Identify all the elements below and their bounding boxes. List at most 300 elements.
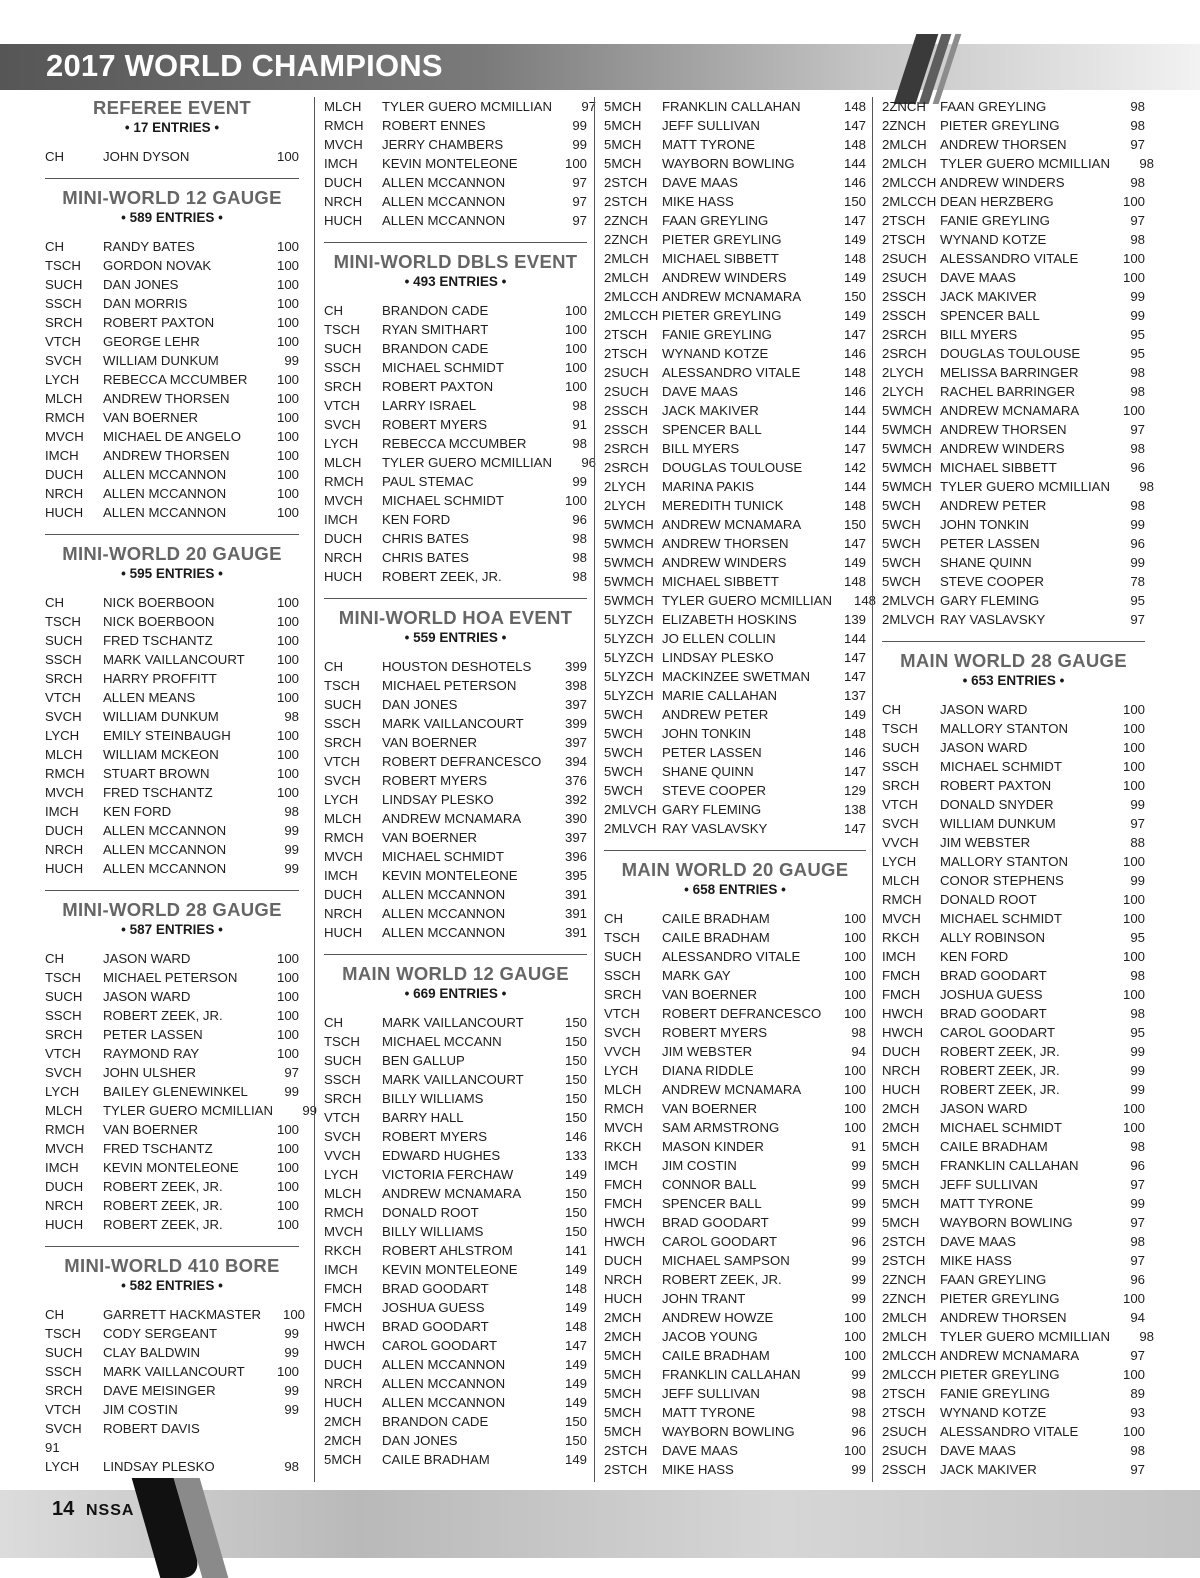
result-row (604, 743, 866, 762)
result-row (45, 1196, 299, 1215)
score-value: 100 (843, 949, 866, 964)
shooter-name: GARRETT HACKMASTER (103, 1307, 262, 1322)
shooter-name: FRED TSCHANTZ (103, 1141, 213, 1156)
result-row (324, 529, 587, 548)
result-row (45, 275, 299, 294)
result-row (604, 1080, 866, 1099)
shooter-name: ANDREW MCNAMARA (662, 1082, 802, 1097)
result-row (882, 1118, 1145, 1137)
class-code: 5LYZCH (604, 612, 654, 627)
shooter-name: JEFF SULLIVAN (662, 1386, 760, 1401)
score-value: 394 (564, 754, 587, 769)
result-row (604, 572, 866, 591)
class-code: HUCH (45, 505, 84, 520)
score-value: 147 (843, 650, 866, 665)
score-value: 147 (843, 213, 866, 228)
result-row (324, 1108, 587, 1127)
score-value: 149 (564, 1395, 587, 1410)
score-value: 100 (843, 968, 866, 983)
result-row (604, 1441, 866, 1460)
event-title: MINI-WORLD 28 GAUGE (62, 899, 282, 920)
shooter-name: CAROL GOODART (382, 1338, 498, 1353)
result-row (882, 814, 1145, 833)
shooter-name: ROBERT PAXTON (103, 315, 215, 330)
shooter-name: LINDSAY PLESKO (662, 650, 774, 665)
shooter-name: ROBERT AHLSTROM (382, 1243, 513, 1258)
result-row (45, 1006, 299, 1025)
class-code: SVCH (45, 709, 82, 724)
result-row (324, 1393, 587, 1412)
result-row (324, 1336, 587, 1355)
shooter-name: ANDREW WINDERS (662, 555, 787, 570)
shooter-name: ROBERT PAXTON (940, 778, 1052, 793)
class-code: SRCH (45, 1383, 83, 1398)
score-value: 149 (843, 308, 866, 323)
result-row (882, 268, 1145, 287)
score-value: 148 (843, 137, 866, 152)
shooter-name: RYAN SMITHART (382, 322, 489, 337)
result-row (882, 97, 1145, 116)
score-value: 95 (1130, 930, 1145, 945)
result-row (882, 1251, 1145, 1270)
score-value: 97 (572, 213, 587, 228)
result-row (604, 1289, 866, 1308)
score-value: 100 (276, 747, 299, 762)
score-value: 100 (283, 1307, 306, 1322)
score-value: 99 (284, 1402, 299, 1417)
shooter-name: BARRY HALL (382, 1110, 464, 1125)
score-value: 100 (843, 1348, 866, 1363)
shooter-name: MIKE HASS (662, 1462, 734, 1477)
result-row (882, 757, 1145, 776)
shooter-name: DIANA RIDDLE (662, 1063, 754, 1078)
shooter-name: WAYBORN BOWLING (662, 156, 795, 171)
score-value: 99 (284, 353, 299, 368)
class-code: SVCH (324, 417, 361, 432)
result-row (45, 783, 299, 802)
class-code: CH (324, 1015, 344, 1030)
result-row (882, 382, 1145, 401)
shooter-name: ANDREW HOWZE (662, 1310, 774, 1325)
result-row (882, 534, 1145, 553)
event-title: MAIN WORLD 20 GAUGE (621, 859, 849, 880)
result-row (324, 1374, 587, 1393)
score-value: 98 (1130, 384, 1145, 399)
score-value: 100 (1122, 854, 1145, 869)
score-value: 149 (843, 555, 866, 570)
result-row (324, 1222, 587, 1241)
class-code: 5MCH (882, 1139, 920, 1154)
score-value: 95 (1130, 346, 1145, 361)
score-value: 99 (284, 1084, 299, 1099)
event-title: MINI-WORLD 20 GAUGE (62, 543, 282, 564)
class-code: MVCH (45, 785, 84, 800)
result-row (882, 890, 1145, 909)
shooter-name: ALESSANDRO VITALE (940, 1424, 1079, 1439)
score-value: 97 (572, 194, 587, 209)
class-code: 2STCH (604, 175, 648, 190)
score-value: 150 (843, 517, 866, 532)
shooter-name: ANDREW MCNAMARA (382, 811, 522, 826)
class-code: 5WCH (882, 517, 921, 532)
shooter-name: CAILE BRADHAM (662, 911, 770, 926)
class-code: IMCH (324, 1262, 358, 1277)
result-row (324, 695, 587, 714)
shooter-name: JASON WARD (940, 740, 1028, 755)
result-row (882, 1213, 1145, 1232)
shooter-name: MICHAEL SCHMIDT (940, 911, 1062, 926)
result-row (882, 1289, 1145, 1308)
score-value: 100 (276, 951, 299, 966)
score-value: 100 (276, 372, 299, 387)
shooter-name: MICHAEL SCHMIDT (382, 849, 504, 864)
shooter-name: ALLEN MCCANNON (103, 505, 227, 520)
shooter-name: PIETER GREYLING (940, 1291, 1060, 1306)
class-code: HUCH (324, 213, 363, 228)
class-code: 5MCH (604, 99, 642, 114)
score-value: 148 (564, 1319, 587, 1334)
score-value: 100 (276, 258, 299, 273)
result-row (45, 688, 299, 707)
score-value: 100 (276, 334, 299, 349)
result-row (882, 1384, 1145, 1403)
class-code: 5LYZCH (604, 631, 654, 646)
shooter-name: PETER LASSEN (103, 1027, 203, 1042)
shooter-name: MICHAEL SIBBETT (662, 574, 779, 589)
shooter-name: JASON WARD (940, 1101, 1028, 1116)
class-code: 2TSCH (882, 1405, 926, 1420)
score-value: 98 (1130, 232, 1145, 247)
class-code: MVCH (324, 493, 363, 508)
shooter-name: WYNAND KOTZE (662, 346, 769, 361)
result-row (882, 173, 1145, 192)
class-code: 2ZNCH (604, 232, 648, 247)
shooter-name: WAYBORN BOWLING (662, 1424, 795, 1439)
shooter-name: RANDY BATES (103, 239, 195, 254)
result-row (882, 1175, 1145, 1194)
score-value: 99 (851, 1177, 866, 1192)
score-value: 97 (1130, 1253, 1145, 1268)
shooter-name: DAVE MAAS (940, 1234, 1016, 1249)
score-value: 148 (843, 99, 866, 114)
score-value: 100 (276, 391, 299, 406)
result-row (324, 453, 597, 472)
shooter-name: MICHAEL PETERSON (382, 678, 517, 693)
class-code: DUCH (324, 175, 363, 190)
class-code: 5MCH (882, 1177, 920, 1192)
score-value: 99 (851, 1272, 866, 1287)
class-code: SVCH (604, 1025, 641, 1040)
class-code: 5WMCH (882, 422, 932, 437)
score-value: 99 (1130, 308, 1145, 323)
result-row (604, 1194, 866, 1213)
score-value: 100 (1122, 778, 1145, 793)
class-code: 2SUCH (882, 270, 927, 285)
score-value: 392 (564, 792, 587, 807)
score-value: 100 (843, 987, 866, 1002)
result-row (324, 548, 587, 567)
result-row (604, 610, 866, 629)
class-code: HUCH (324, 569, 363, 584)
result-row (324, 847, 587, 866)
shooter-name: DAVE MEISINGER (103, 1383, 216, 1398)
result-row (882, 1080, 1145, 1099)
score-value: 100 (1122, 1424, 1145, 1439)
results-column-3 (594, 97, 877, 1482)
shooter-name: TYLER GUERO MCMILLIAN (103, 1103, 274, 1118)
result-row (604, 928, 866, 947)
result-row (882, 738, 1145, 757)
shooter-name: PETER LASSEN (662, 745, 762, 760)
result-row (45, 1381, 299, 1400)
score-value: 100 (843, 1082, 866, 1097)
class-code: SSCH (45, 1008, 82, 1023)
class-code: 2SSCH (604, 403, 648, 418)
result-row (882, 1327, 1155, 1346)
class-code: 5WMCH (604, 536, 654, 551)
result-row (45, 1044, 299, 1063)
shooter-name: MALLORY STANTON (940, 721, 1069, 736)
event-title: MINI-WORLD DBLS EVENT (333, 251, 578, 272)
page-header-banner (0, 44, 1200, 90)
score-value: 100 (1122, 949, 1145, 964)
class-code: VTCH (604, 1006, 640, 1021)
result-row (604, 496, 866, 515)
shooter-name: SPENCER BALL (662, 1196, 762, 1211)
score-value: 148 (843, 365, 866, 380)
result-row (604, 1403, 866, 1422)
class-code: 2MCH (324, 1414, 362, 1429)
shooter-name: JIM WEBSTER (940, 835, 1031, 850)
class-code: CH (324, 659, 344, 674)
class-code: 5WMCH (882, 441, 932, 456)
event-entries-count: • 653 ENTRIES • (962, 673, 1065, 688)
score-value: 99 (851, 1158, 866, 1173)
score-value: 100 (1122, 1367, 1145, 1382)
result-row (45, 332, 299, 351)
class-code: VTCH (882, 797, 918, 812)
result-row (324, 1203, 587, 1222)
score-value: 100 (276, 505, 299, 520)
result-row (604, 1004, 866, 1023)
class-code: IMCH (324, 512, 358, 527)
score-value: 144 (843, 156, 866, 171)
score-value: 149 (564, 1167, 587, 1182)
score-value: 98 (1130, 99, 1145, 114)
result-row (604, 1327, 866, 1346)
result-row (324, 339, 587, 358)
result-row (324, 1013, 587, 1032)
class-code: IMCH (882, 949, 916, 964)
results-column-4 (872, 97, 1155, 1482)
class-code: SRCH (324, 1091, 362, 1106)
shooter-name: ANDREW THORSEN (940, 137, 1067, 152)
class-code: RMCH (45, 766, 85, 781)
class-code: SSCH (604, 968, 641, 983)
score-value: 97 (1130, 422, 1145, 437)
score-value: 100 (276, 1198, 299, 1213)
shooter-name: WYNAND KOTZE (940, 232, 1047, 247)
class-code: 5MCH (604, 1424, 642, 1439)
score-value: 98 (1130, 365, 1145, 380)
class-code: DUCH (324, 1357, 363, 1372)
class-code: LYCH (45, 372, 80, 387)
shooter-name: DOUGLAS TOULOUSE (940, 346, 1081, 361)
score-value: 149 (564, 1452, 587, 1467)
result-row (45, 1139, 299, 1158)
shooter-name: CHRIS BATES (382, 550, 469, 565)
score-value: 146 (843, 384, 866, 399)
score-value: 99 (851, 1215, 866, 1230)
score-value: 150 (564, 1072, 587, 1087)
shooter-name: MIKE HASS (940, 1253, 1012, 1268)
score-value: 100 (276, 486, 299, 501)
result-row (45, 1324, 299, 1343)
class-code: 2MLCH (882, 1310, 927, 1325)
class-code: 2SRCH (604, 441, 649, 456)
class-code: 2MLCH (604, 270, 649, 285)
result-row (45, 1419, 299, 1438)
class-code: 2TSCH (882, 232, 926, 247)
result-row (882, 776, 1145, 795)
class-code: NRCH (324, 550, 363, 565)
score-value: 100 (1122, 251, 1145, 266)
shooter-name: WILLIAM DUNKUM (103, 709, 219, 724)
result-row (882, 1270, 1145, 1289)
shooter-name: WILLIAM DUNKUM (940, 816, 1056, 831)
result-row (882, 719, 1145, 738)
class-code: 5MCH (604, 137, 642, 152)
shooter-name: GORDON NOVAK (103, 258, 212, 273)
score-value: 100 (1122, 911, 1145, 926)
result-row (882, 1422, 1145, 1441)
result-row (882, 135, 1145, 154)
shooter-name: ALLEN MCCANNON (103, 486, 227, 501)
result-row (45, 147, 299, 166)
page-footer (0, 1490, 1200, 1558)
shooter-name: CAILE BRADHAM (662, 1348, 770, 1363)
class-code: LYCH (45, 1459, 80, 1474)
score-value: 100 (276, 1179, 299, 1194)
score-value: 100 (564, 360, 587, 375)
result-row (324, 97, 597, 116)
score-value: 100 (1122, 740, 1145, 755)
class-code: 5MCH (324, 1452, 362, 1467)
result-row (604, 420, 866, 439)
score-value: 98 (572, 531, 587, 546)
result-row (324, 472, 587, 491)
shooter-name: KEN FORD (382, 512, 451, 527)
result-row (604, 306, 866, 325)
class-code: 5MCH (604, 156, 642, 171)
result-row (604, 1422, 866, 1441)
class-code: NRCH (604, 1272, 643, 1287)
shooter-name: ALLEN MCCANNON (103, 861, 227, 876)
score-value: 97 (284, 1065, 299, 1080)
class-code: FMCH (604, 1177, 643, 1192)
class-code: SSCH (45, 1364, 82, 1379)
score-value: 98 (1130, 441, 1145, 456)
shooter-name: VAN BOERNER (103, 410, 199, 425)
shooter-name: ROBERT ZEEK, JR. (103, 1217, 223, 1232)
result-row (45, 764, 299, 783)
class-code: 2MLVCH (882, 612, 935, 627)
shooter-name: ALLEN MCCANNON (382, 1357, 506, 1372)
result-row (324, 714, 587, 733)
shooter-name: PETER LASSEN (940, 536, 1040, 551)
class-code: 2LYCH (882, 365, 924, 380)
class-code: 5MCH (604, 1348, 642, 1363)
shooter-name: MICHAEL SIBBETT (662, 251, 779, 266)
result-row (45, 1177, 299, 1196)
class-code: 2MLCCH (604, 308, 659, 323)
shooter-name: MALLORY STANTON (940, 854, 1069, 869)
score-value: 147 (843, 669, 866, 684)
score-value: 399 (564, 716, 587, 731)
shooter-name: TYLER GUERO MCMILLIAN (940, 479, 1111, 494)
score-value: 99 (1130, 1044, 1145, 1059)
result-row (324, 434, 587, 453)
result-row (45, 669, 299, 688)
score-value: 98 (284, 804, 299, 819)
score-value: 98 (572, 569, 587, 584)
class-code: RMCH (604, 1101, 644, 1116)
score-value: 100 (564, 322, 587, 337)
shooter-name: ALLEN MCCANNON (382, 1395, 506, 1410)
result-row (45, 465, 299, 484)
class-code: 5WCH (882, 498, 921, 513)
result-row (604, 1023, 866, 1042)
score-value: 149 (564, 1357, 587, 1372)
class-code: FMCH (882, 968, 921, 983)
shooter-name: PIETER GREYLING (940, 1367, 1060, 1382)
class-code: 2SUCH (604, 384, 649, 399)
result-row (882, 287, 1145, 306)
event-entries-count: • 669 ENTRIES • (404, 986, 507, 1001)
score-value: 149 (564, 1376, 587, 1391)
shooter-name: VICTORIA FERCHAW (382, 1167, 514, 1182)
result-row (324, 358, 587, 377)
class-code: CH (45, 239, 65, 254)
shooter-name: ROBERT ENNES (382, 118, 486, 133)
shooter-name: STEVE COOPER (940, 574, 1045, 589)
result-row (882, 230, 1145, 249)
score-value: 99 (302, 1103, 318, 1118)
class-code: LYCH (604, 1063, 639, 1078)
shooter-name: BILL MYERS (662, 441, 740, 456)
class-code: 2SSCH (882, 308, 926, 323)
shooter-name: HARRY PROFFITT (103, 671, 217, 686)
result-row (604, 648, 866, 667)
shooter-name: JASON WARD (103, 989, 191, 1004)
result-row (604, 724, 866, 743)
class-code: 2LYCH (604, 498, 646, 513)
shooter-name: BILL MYERS (940, 327, 1018, 342)
score-value: 99 (1130, 1082, 1145, 1097)
class-code: NRCH (45, 842, 84, 857)
page-number: 14 (52, 1498, 75, 1520)
result-row (882, 439, 1145, 458)
class-code: FMCH (324, 1281, 363, 1296)
result-row (882, 928, 1145, 947)
shooter-name: KEVIN MONTELEONE (103, 1160, 239, 1175)
result-row (604, 762, 866, 781)
shooter-name: ANDREW THORSEN (103, 448, 230, 463)
event-title: MINI-WORLD HOA EVENT (338, 607, 573, 628)
class-code: SVCH (324, 1129, 361, 1144)
result-row (604, 97, 866, 116)
score-value: 100 (843, 1101, 866, 1116)
